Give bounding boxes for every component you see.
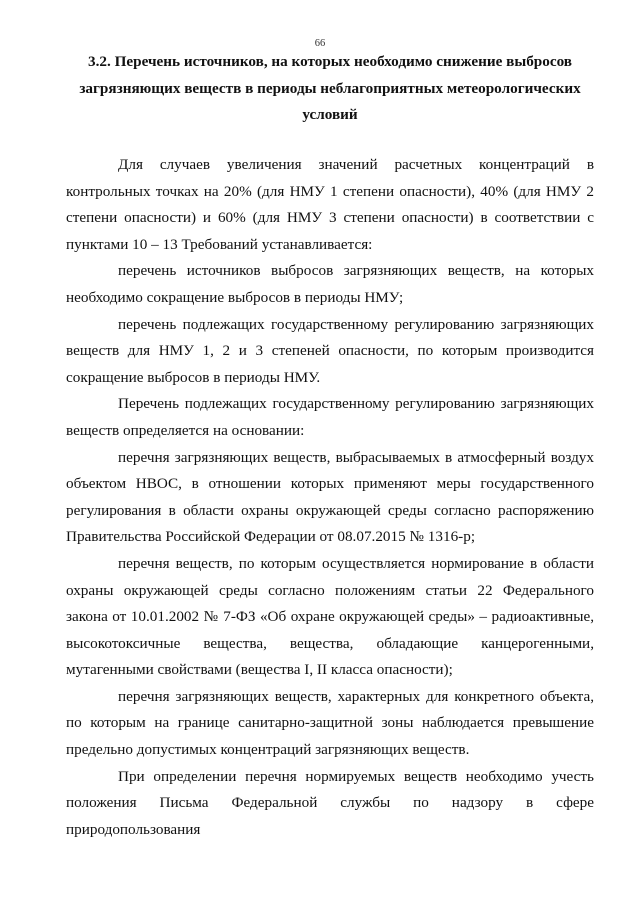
paragraph-intro: Для случаев увеличения значений расчетных концентраций в контрольных точках на 20% (для НМУ 1 степени опасности), 40% (для НМУ 2 степени опасности) и 60% (для НМУ 3 степени опасности) в соответствии с пунктами 10 – 13 Требований устанавливается: [66, 156, 594, 253]
paragraph-basis-item-1: перечня загрязняющих веществ, выбрасываемых в атмосферный воздух объектом НВОС, в отношении которых применяют меры государственного регулирования в области охраны окружающей среды согласно распоряжению Правительства Российской Федерации от 08.07.2015 № 1316-р; [66, 448, 594, 546]
paragraph-basis-item-3: перечня загрязняющих веществ, характерных для конкретного объекта, по которым на границе санитарно-защитной зоны наблюдается превышение предельно допустимых концентраций загрязняющих веществ. [66, 687, 594, 759]
paragraph-list-substances: перечень подлежащих государственному регулированию загрязняющих веществ для НМУ 1, 2 и 3 степеней опасности, по которым производится сокращение выбросов в периоды НМУ. [66, 315, 594, 386]
paragraph-list-sources: перечень источников выбросов загрязняющих веществ, на которых необходимо сокращение выбросов в периоды НМУ; [66, 262, 594, 306]
page-number: 66 [314, 38, 326, 49]
document-body [66, 152, 594, 843]
paragraph-basis: Перечень подлежащих государственному регулированию загрязняющих веществ определяется на основании: [66, 395, 594, 439]
section-heading: 3.2. Перечень источников, на которых необходимо снижение выбросов загрязняющих веществ в периоды неблагоприятных метеорологических условий [79, 53, 581, 123]
paragraph-determination: При определении перечня нормируемых веществ необходимо учесть положения Письма Федеральной службы по надзору в сфере природопользования [66, 767, 594, 838]
paragraph-basis-item-2: перечня веществ, по которым осуществляется нормирование в области охраны окружающей среды согласно положениям статьи 22 Федерального закона от 10.01.2002 № 7-ФЗ «Об охране окружающей среды» – радиоактивные, высокотоксичные вещества, вещества, обладающие канцерогенными, мутагенными свойствами (вещества I, II класса опасности); [66, 554, 594, 679]
